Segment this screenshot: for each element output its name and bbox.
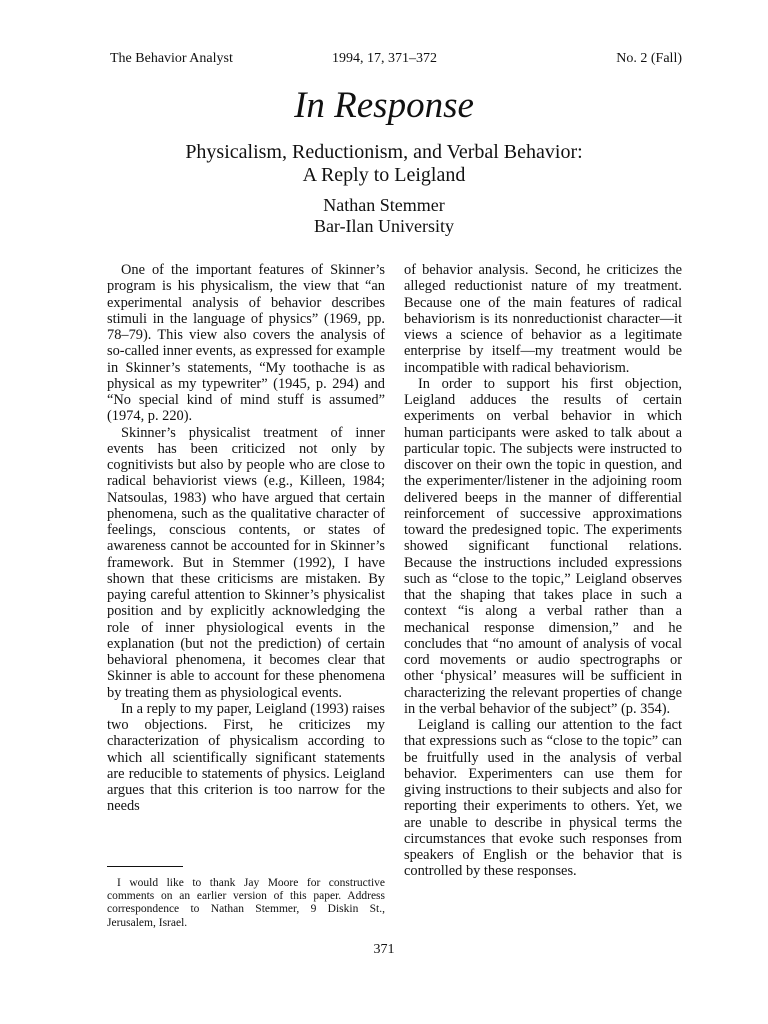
- right-column: [404, 262, 682, 880]
- left-column: [107, 262, 385, 815]
- footnote-rule: [107, 866, 183, 867]
- paragraph: In a reply to my paper, Leigland (1993) raises two objections. First, he criticizes my characterization of physicalism according to which all scientifically significant statements are reducible to statements of physics. Leigland argues that this criterion is too narrow for the needs: [107, 700, 385, 815]
- article-title-line-2: A Reply to Leigland: [302, 164, 466, 186]
- footnote: [107, 877, 385, 930]
- paragraph: Skinner’s physicalist treatment of inner events has been criticized not only by cognitivists but also by people who are close to radical behaviorist views (e.g., Killeen, 1984; Natsoulas, 1983) who have argued that certain phenomena, such as the qualitative character of feelings, conscious contents, or states of awareness cannot be accounted for in Skinner’s framework. But in Stemmer (1992), I have shown that these criticisms are mistaken. By paying careful attention to Skinner’s physicalist position and by explicitly acknowledging the role of inner physiological events in the explanation (but not the prediction) of certain behavioral phenomena, it becomes clear that Skinner is able to account for these phenomena by treating them as physiological events.: [107, 424, 385, 701]
- issue-label: No. 2 (Fall): [616, 51, 682, 66]
- author-block: [0, 195, 768, 237]
- running-header: [110, 51, 682, 71]
- paragraph: of behavior analysis. Second, he criticizes the alleged reductionist nature of my treatment. Because one of the main features of radical behaviorism is its nonreductionist character—it views a science of behavior as a legitimate enterprise by itself—my treatment would be incompatible with radical behaviorism.: [404, 262, 682, 376]
- page-number: 371: [373, 942, 395, 957]
- journal-name: The Behavior Analyst: [110, 51, 233, 66]
- section-title: In Response: [294, 85, 474, 126]
- article-title: [0, 141, 768, 187]
- author-name: Nathan Stemmer: [323, 195, 445, 215]
- paragraph: In order to support his first objection, Leigland adduces the results of certain experiments on verbal behavior in which human participants were asked to talk about a particular topic. The subjects were instructed to discover on their own the topic in question, and the experimenter/listener in the adjoining room delivered beeps in the manner of differential reinforcement of successive approximations toward the predesigned topic. The experiments showed significant functional relations. Because the instructions included expressions such as “close to the topic,” Leigland observes that the shaping that takes place in such a context “is along a verbal rather than a mechanical response dimension,” and he concludes that “no amount of analysis of vocal cord movements or audio spectrographs or other ‘physical’ measures will be sufficient in characterizing the relevant properties of change in the verbal behavior of the subject” (p. 354).: [404, 375, 682, 717]
- footnote-text: I would like to thank Jay Moore for constructive comments on an earlier version of this paper. Address correspondence to Nathan Stemmer, 9 Diskin St., Jerusalem, Israel.: [107, 877, 385, 929]
- paragraph: Leigland is calling our attention to the fact that expressions such as “close to the topic” can be fruitfully used in the analysis of verbal behavior. Experimenters can use them for giving instructions to their subjects and also for reporting their experiments to others. Yet, we are unable to describe in physical terms the circumstances that evoke such responses from speakers of English or the behavior that is controlled by these responses.: [404, 717, 682, 880]
- paragraph: One of the important features of Skinner’s program is his physicalism, the view that “an experimental analysis of behavior describes stimuli in the language of physics” (1969, pp. 78–79). This view also covers the analysis of so-called inner events, as expressed for example in Skinner’s statements, “My toothache is as physical as my typewriter” (1945, p. 294) and “No special kind of mind stuff is assumed” (1974, p. 220).: [107, 262, 385, 425]
- article-title-line-1: Physicalism, Reductionism, and Verbal Behavior:: [185, 141, 583, 163]
- citation: 1994, 17, 371–372: [332, 51, 437, 66]
- author-affiliation: Bar-Ilan University: [313, 216, 455, 236]
